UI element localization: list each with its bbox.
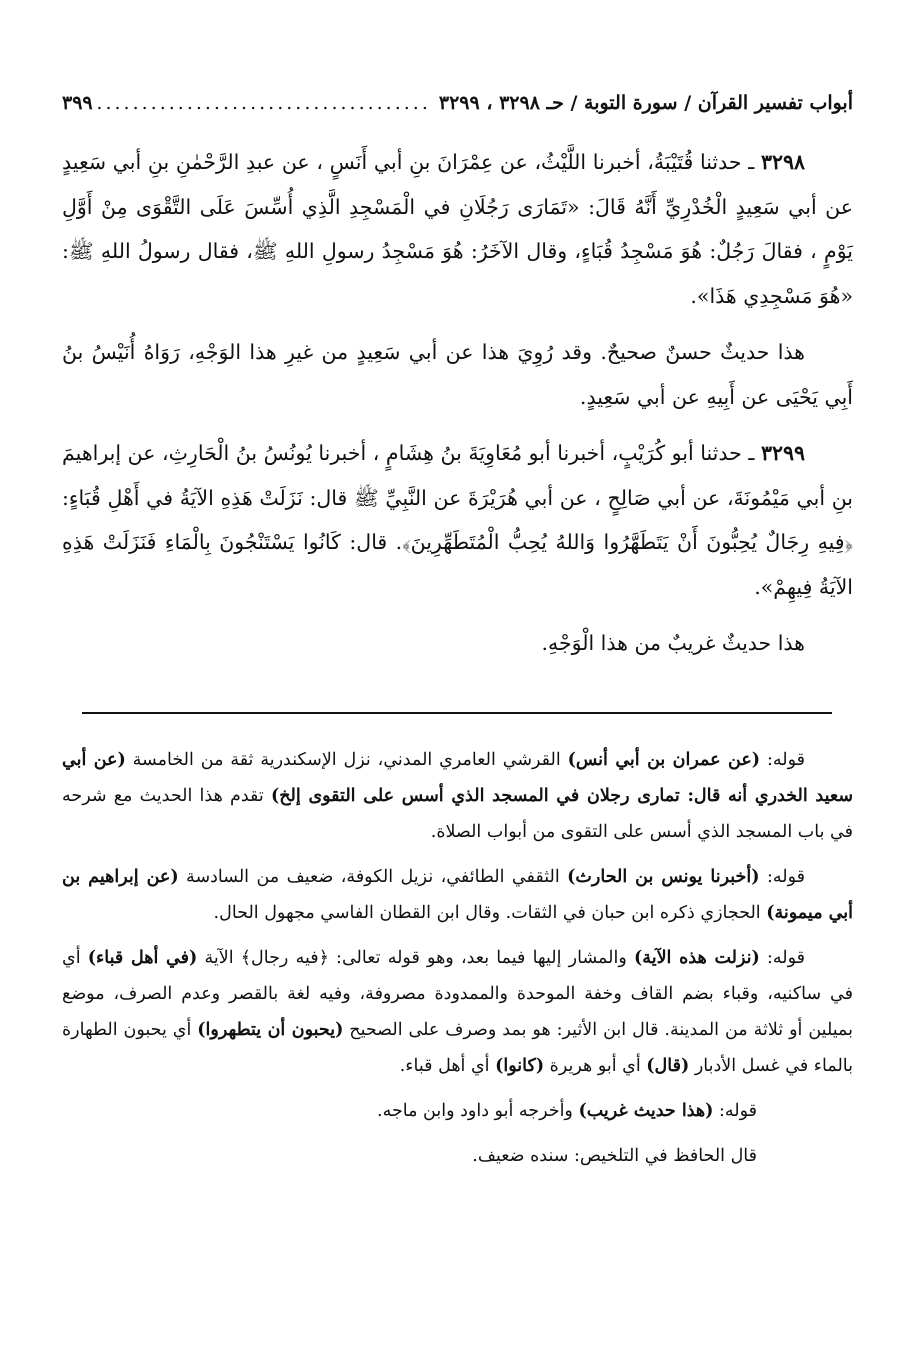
note-bold: (عن أبي سعيد الخدري أنه قال: تمارى رجلان في المسجد الذي أسس على التقوى إلخ) (62, 750, 854, 806)
hadith-number: ٣٢٩٩ (760, 441, 805, 465)
note-bold: (قال) (646, 1056, 690, 1076)
hadith-3298 (62, 140, 853, 318)
running-header (62, 86, 853, 120)
note-text: والمشار إليها فيما بعد، وهو قوله تعالى: ﴿فيه رجال﴾ الآية (197, 948, 635, 968)
note-bold: (نزلت هذه الآية) (634, 948, 760, 968)
main-text (62, 140, 853, 678)
header-title: أبواب تفسير القرآن / سورة التوبة / حـ ٣٢٩٨ ، ٣٢٩٩ (438, 92, 853, 114)
hadith-text: ـ حدثنا قُتَيْبَةُ، أخبرنا اللَّيْثُ، عن عِمْرَانَ بنِ أبي أَنَسٍ ، عن عبدِ الرَّحْمٰنِ بنِ أبي سَعِيدٍ عن أبي سَعِيدٍ الْخُدْرِيِّ أَنَّهُ قَالَ: «تَمَارَى رَجُلَانِ في الْمَسْجِدِ الَّذِي أُسِّسَ عَلَى التَّقْوَى مِنْ أَوَّلِ يَوْمٍ ، فقالَ رَجُلٌ: هُوَ مَسْجِدُ قُبَاءٍ، وقال الآخَرُ: هُوَ مَسْجِدُ رسولِ اللهِ ﷺ، فقال رسولُ اللهِ ﷺ: «هُوَ مَسْجِدِي هَذَا». (62, 150, 853, 308)
note-text: تقدم هذا الحديث مع شرحه في باب المسجد الذي أسس على التقوى من أبواب الصلاة. (62, 786, 853, 842)
note-2 (62, 859, 853, 931)
note-text: أي أهل قباء. (399, 1056, 496, 1076)
note-4 (62, 1093, 853, 1129)
note-text: الثقفي الطائفي، نزيل الكوفة، ضعيف من السادسة (178, 867, 568, 887)
note-lead: قوله: (760, 750, 805, 770)
note-3 (62, 940, 853, 1084)
page-number: ٣٩٩ (62, 92, 93, 114)
commentary-notes (62, 742, 853, 1183)
note-bold: (في أهل قباء) (87, 948, 198, 968)
note-text: الحجازي ذكره ابن حبان في الثقات. وقال ابن القطان الفاسي مجهول الحال. (213, 903, 767, 923)
note-bold: (كانوا) (495, 1056, 545, 1076)
note-5: قال الحافظ في التلخيص: سنده ضعيف. (472, 1146, 757, 1166)
hadith-3298-comment: هذا حديثٌ حسنٌ صحيحٌ. وقد رُوِيَ هذا عن أبي سَعِيدٍ من غيرِ هذا الوَجْهِ، رَوَاهُ أُنَيْسُ بنُ أَبِي يَحْيَى عن أَبِيهِ عن أبي سَعِيدٍ. (62, 340, 853, 409)
hadith-number: ٣٢٩٨ (760, 150, 805, 174)
header-leader-dots (93, 92, 439, 114)
note-bold: (عن إبراهيم بن أبي ميمونة) (62, 867, 853, 923)
note-text: أي في ساكنيه، وقباء بضم القاف وخفة الموحدة والممدودة مصروفة، وفيه لغة بالقصر وعدم الصرف، موضع بميلين أو ثلاثة من المدينة. قال ابن الأثير: هو بمد وصرف على الصحيح (62, 948, 854, 1040)
note-text: القرشي العامري المدني، نزل الإسكندرية ثقة من الخامسة (125, 750, 568, 770)
note-bold: (هذا حديث غريب) (578, 1101, 714, 1121)
note-bold: (أخبرنا يونس بن الحارث) (567, 867, 760, 887)
note-lead: قوله: (759, 867, 805, 887)
note-bold: (يحبون أن يتطهروا) (197, 1020, 344, 1040)
hadith-3299-comment: هذا حديثٌ غريبٌ من هذا الْوَجْهِ. (541, 631, 805, 655)
note-lead: قوله: (713, 1101, 757, 1121)
note-text: وأخرجه أبو داود وابن ماجه. (377, 1101, 579, 1121)
note-text: أي أبو هريرة (544, 1056, 647, 1076)
hadith-3299 (62, 431, 853, 609)
hadith-text: ـ حدثنا أبو كُرَيْبٍ، أخبرنا أبو مُعَاوِيَةَ بنُ هِشَامٍ ، أخبرنا يُونُسُ بنُ الْحَارِثِ، عن إبراهيمَ بنِ أبي مَيْمُونَةَ، عن أبي صَالِحٍ ، عن أبي هُرَيْرَةَ عن النَّبِيِّ ﷺ قال: نَزَلَتْ هَذِهِ الآيَةُ في أَهْلِ قُبَاءٍ: ﴿فِيهِ رِجَالٌ يُحِبُّونَ أَنْ يَتَطَهَّرُوا وَاللهُ يُحِبُّ الْمُتَطَهِّرِينَ﴾. قال: كَانُوا يَسْتَنْجُونَ بِالْمَاءِ فَنَزَلَتْ هَذِهِ الآيَةُ فِيهِمْ». (62, 441, 853, 599)
footnote-divider (82, 712, 832, 714)
note-text: أي يحبون الطهارة بالماء في غسل الأدبار (62, 1020, 853, 1076)
note-bold: (عن عمران بن أبي أنس) (567, 750, 761, 770)
note-1 (62, 742, 853, 850)
note-lead: قوله: (759, 948, 805, 968)
